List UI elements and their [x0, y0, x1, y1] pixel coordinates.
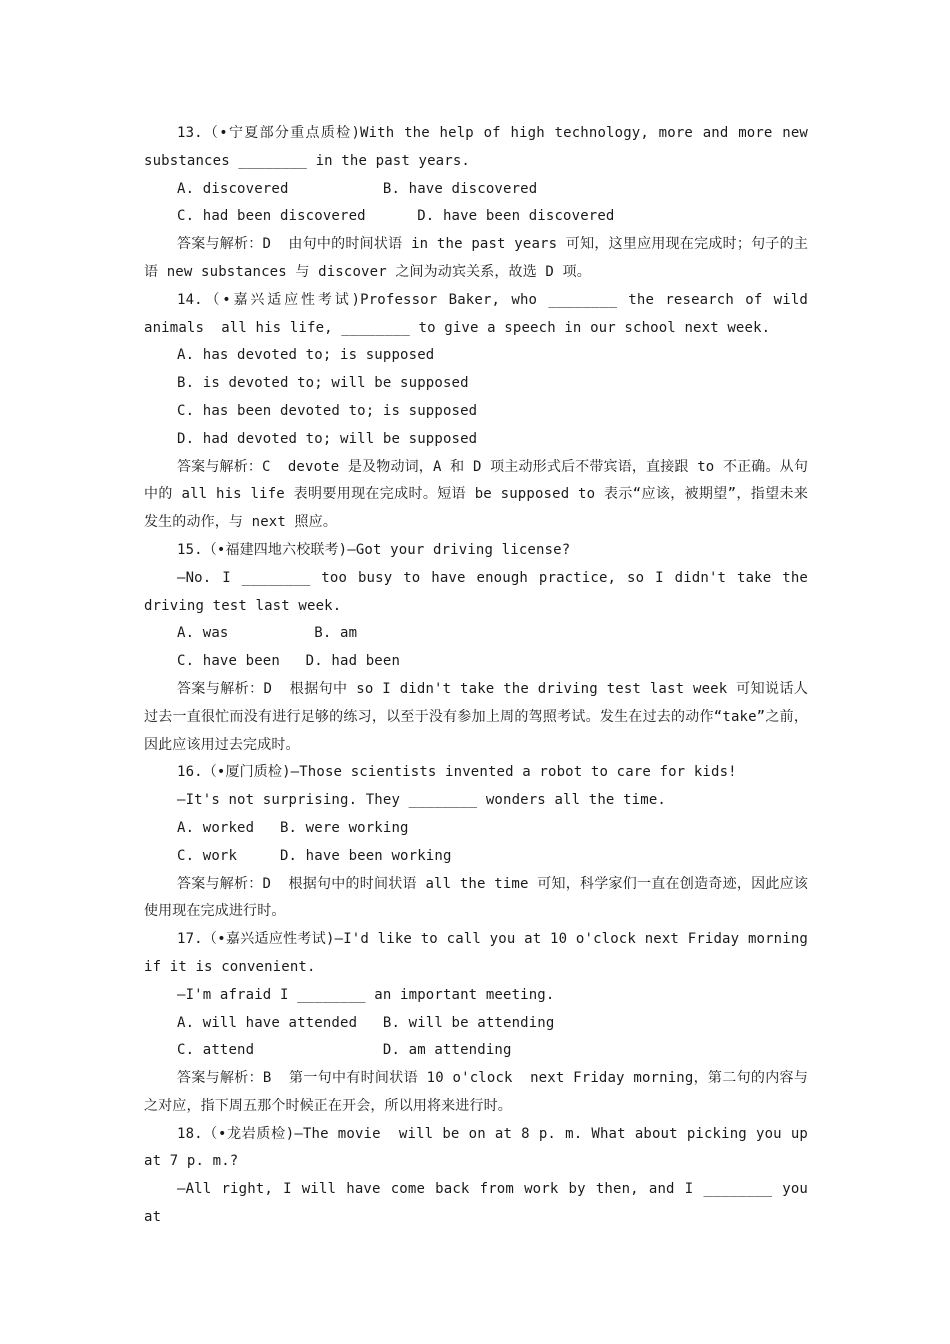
question-17-options-row-2: C. attend D. am attending — [177, 1042, 512, 1059]
question-17-options-row-1: A. will have attended B. will be attending — [177, 1014, 555, 1031]
question-17-answer: 答案与解析：B 第一句中有时间状语 10 o'clock next Friday morning，第二句的内容与之对应，指下周五那个时候正在开会，所以用将来进行时。 — [144, 1070, 808, 1114]
question-15-options-row-2: C. have been D. had been — [177, 653, 401, 670]
question-14-option-c: C. has been devoted to; is supposed — [177, 402, 478, 419]
question-13-stem: 13.（•宁夏部分重点质检)With the help of high technology, more and more new substances ________ in the past years. — [144, 125, 817, 169]
question-15-stem-line-2: —No. I ________ too busy to have enough practice, so I didn't take the driving test last week. — [144, 569, 817, 614]
question-14-option-a: A. has devoted to; is supposed — [177, 347, 435, 364]
question-15-stem: 15.（•福建四地六校联考)—Got your driving license? — [177, 541, 571, 558]
question-14-option-d: D. had devoted to; will be supposed — [177, 430, 478, 447]
question-16-options-row-2: C. work D. have been working — [177, 847, 452, 864]
question-13-options-row-1: A. discovered B. have discovered — [177, 180, 538, 197]
question-18-stem-line-2: —All right, I will have come back from work by then, and I ________ you at — [144, 1181, 817, 1226]
question-15-options-row-1: A. was B. am — [177, 625, 358, 642]
question-13-options-row-2: C. had been discovered D. have been discovered — [177, 208, 615, 225]
exercise-content — [144, 120, 817, 1232]
question-17-stem: 17.（•嘉兴适应性考试)—I'd like to call you at 10 o'clock next Friday morning if it is convenient. — [144, 931, 817, 975]
question-16-answer: 答案与解析：D 根据句中的时间状语 all the time 可知，科学家们一直在创造奇迹，因此应该使用现在完成进行时。 — [144, 875, 808, 920]
question-16-stem: 16.（•厦门质检)—Those scientists invented a robot to care for kids! — [177, 764, 737, 781]
question-16-stem-line-2: —It's not surprising. They ________ wonders all the time. — [177, 792, 666, 809]
question-17-stem-line-2: —I'm afraid I ________ an important meeting. — [177, 986, 555, 1003]
question-14-answer: 答案与解析：C devote 是及物动词，A 和 D 项主动形式后不带宾语，直接跟 to 不正确。从句中的 all his life 表明要用现在完成时。短语 be supposed to 表示“应该，被期望”，指望未来发生的动作，与 next 照应。 — [144, 458, 808, 531]
question-14-stem: 14.（•嘉兴适应性考试)Professor Baker, who ________ the research of wild animals all his life, ________ to give a speech in our school next week. — [144, 291, 817, 336]
question-14-option-b: B. is devoted to; will be supposed — [177, 375, 469, 392]
question-16-options-row-1: A. worked B. were working — [177, 819, 409, 836]
question-13-answer: 答案与解析：D 由句中的时间状语 in the past years 可知，这里应用现在完成时；句子的主语 new substances 与 discover 之间为动宾关系，故选 D 项。 — [144, 236, 808, 280]
question-15-answer: 答案与解析：D 根据句中 so I didn't take the driving test last week 可知说话人过去一直很忙而没有进行足够的练习，以至于没有参加上周的驾照考试。发生在过去的动作“take”之前，因此应该用过去完成时。 — [144, 680, 808, 753]
question-18-stem: 18.（•龙岩质检)—The movie will be on at 8 p. m. What about picking you up at 7 p. m.? — [144, 1125, 817, 1170]
